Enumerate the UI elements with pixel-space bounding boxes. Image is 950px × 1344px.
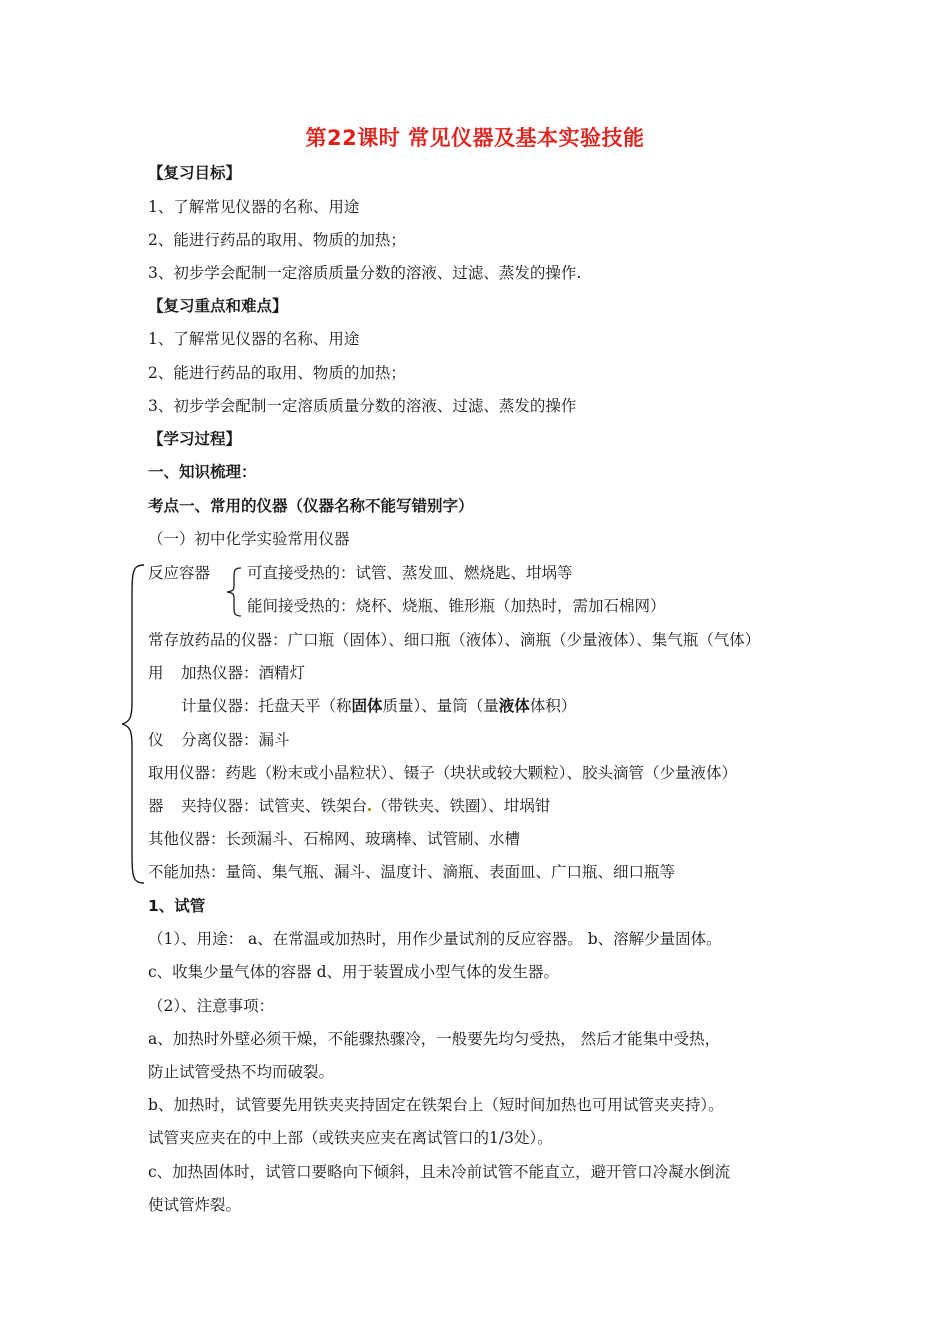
take-line: 取用仪器：药匙（粉末或小晶粒状）、镊子（块状或较大颗粒）、胶头滴管（少量液体） xyxy=(148,764,738,782)
separation-line: 分离仪器：漏斗 xyxy=(181,731,290,749)
measure-text: 计量仪器：托盘天平（称 xyxy=(181,697,352,715)
reaction-container-label: 反应容器 xyxy=(148,564,211,582)
goal-item: 3、初步学会配制一定溶质质量分数的溶液、过滤、蒸发的操作. xyxy=(148,264,582,282)
subheading-knowledge: 一、知识梳理： xyxy=(148,463,257,481)
dot-mark xyxy=(368,808,371,811)
note-a-1: a、加热时外壁必须干燥，不能骤热骤冷，一般要先均匀受热， 然后才能集中受热， xyxy=(148,1030,721,1048)
test-tube-use-2: c、收集少量气体的容器 d、用于装置成小型气体的发生器。 xyxy=(148,963,560,981)
measure-bold-liquid: 液体 xyxy=(498,697,530,715)
section-heading-keypoints: 【复习重点和难点】 xyxy=(148,297,288,315)
measure-bold-solid: 固体 xyxy=(351,697,383,715)
storage-line: 常存放药品的仪器：广口瓶（固体）、细口瓶（液体）、滴瓶（少量液体）、集气瓶（气体） xyxy=(148,631,761,649)
subheading-instruments: （一）初中化学实验常用仪器 xyxy=(148,530,350,548)
goal-item: 2、能进行药品的取用、物质的加热； xyxy=(148,231,406,249)
note-a-2: 防止试管受热不均而破裂。 xyxy=(148,1063,335,1081)
brace-char-qi: 器 xyxy=(148,797,164,815)
holding-line xyxy=(181,796,550,816)
page-title: 第22课时 常见仪器及基本实验技能 xyxy=(305,126,645,150)
heating-line: 加热仪器：酒精灯 xyxy=(181,664,306,682)
section-heading-process: 【学习过程】 xyxy=(148,430,242,448)
noheat-line: 不能加热：量筒、集气瓶、漏斗、温度计、滴瓶、表面皿、广口瓶、细口瓶等 xyxy=(148,863,676,881)
indirect-heating-line: 能间接受热的：烧杯、烧瓶、锥形瓶（加热时，需加石棉网） xyxy=(247,597,666,615)
keypoint-item: 2、能进行药品的取用、物质的加热； xyxy=(148,364,406,382)
note-b-2: 试管夹应夹在的中上部（或铁夹应夹在离试管口的1/3处）。 xyxy=(148,1129,553,1147)
test-tube-use-1: （1）、用途： a、在常温或加热时，用作少量试剂的反应容器。 b、溶解少量固体。 xyxy=(148,930,722,948)
brace-small xyxy=(224,566,244,618)
direct-heating-line: 可直接受热的：试管、蒸发皿、燃烧匙、坩埚等 xyxy=(247,564,573,582)
brace-large xyxy=(118,562,148,886)
subheading-kaodian: 考点一、常用的仪器（仪器名称不能写错别字） xyxy=(148,497,474,515)
other-line: 其他仪器：长颈漏斗、石棉网、玻璃棒、试管刷、水槽 xyxy=(148,830,521,848)
note-c-1: c、加热固体时，试管口要略向下倾斜，且未冷前试管不能直立，避开管口冷凝水倒流 xyxy=(148,1163,731,1181)
measure-line xyxy=(181,696,576,716)
section-heading-goals: 【复习目标】 xyxy=(148,164,242,182)
test-tube-heading: 1、试管 xyxy=(148,897,206,915)
keypoint-item: 1、了解常见仪器的名称、用途 xyxy=(148,330,360,348)
keypoint-item: 3、初步学会配制一定溶质质量分数的溶液、过滤、蒸发的操作 xyxy=(148,397,577,415)
note-c-2: 使试管炸裂。 xyxy=(148,1196,242,1214)
brace-char-yi: 仪 xyxy=(148,731,164,749)
note-b-1: b、加热时，试管要先用铁夹夹持固定在铁架台上（短时间加热也可用试管夹夹持）。 xyxy=(148,1096,724,1114)
measure-text: 体积） xyxy=(529,697,577,715)
holding-text: （带铁夹、铁圈）、坩埚钳 xyxy=(372,797,551,815)
brace-char-yong: 用 xyxy=(148,664,164,682)
goal-item: 1、了解常见仪器的名称、用途 xyxy=(148,198,360,216)
measure-text: 质量）、量筒（量 xyxy=(382,697,499,715)
holding-text: 夹持仪器：试管夹、铁架台 xyxy=(181,797,368,815)
test-tube-notes-heading: （2）、注意事项： xyxy=(148,997,275,1015)
